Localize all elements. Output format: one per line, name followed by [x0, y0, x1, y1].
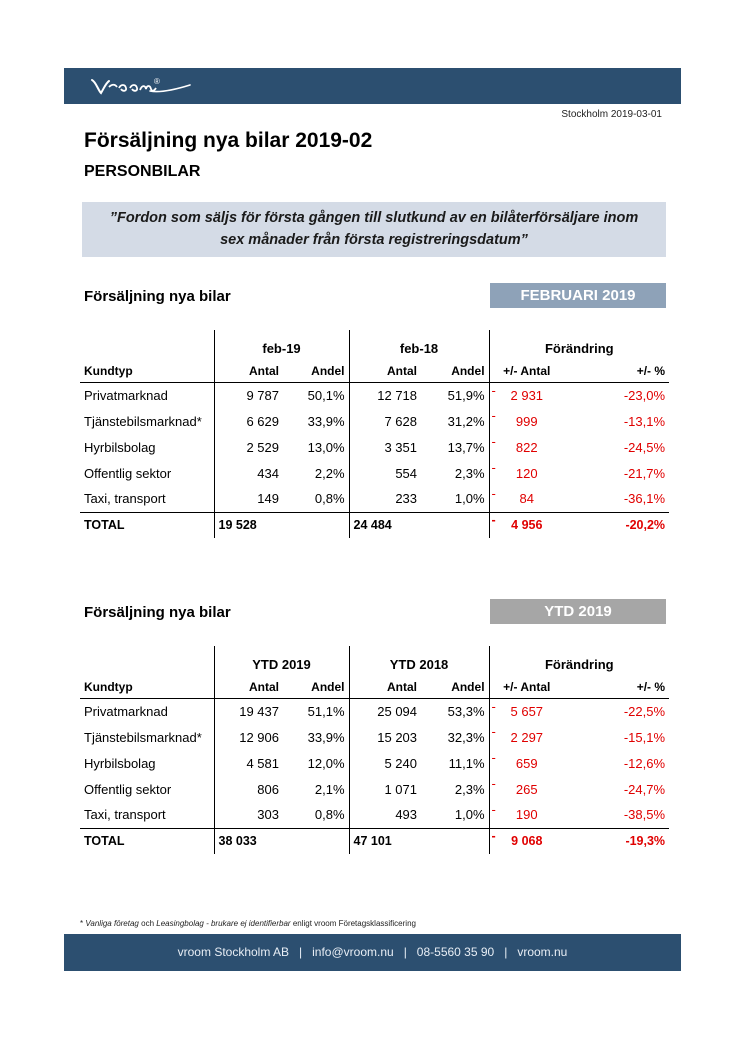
kundtyp-cell: Privatmarknad [84, 387, 168, 403]
andel-current-cell: 0,8% [314, 491, 345, 507]
column-header: Kundtyp [80, 360, 214, 382]
pct-cell: -13,1% [623, 413, 666, 429]
diff-cell: - 190 [489, 802, 564, 828]
diff-cell: - 999 [489, 408, 564, 434]
total-label: TOTAL [80, 512, 214, 538]
table-header-columns [80, 360, 669, 382]
total-label: TOTAL [80, 828, 214, 854]
footnote-mid: och [141, 919, 155, 928]
page-title: Försäljning nya bilar 2019-02 [84, 129, 373, 152]
antal-previous-cell: 5 240 [349, 750, 421, 776]
antal-current-cell: 149 [214, 486, 283, 512]
definition-quote [82, 202, 666, 257]
antal-current-cell: 4 581 [214, 750, 283, 776]
pct-cell: -36,1% [623, 491, 666, 507]
andel-current-cell: 51,1% [307, 703, 345, 719]
andel-current-cell: 2,2% [314, 465, 345, 481]
total-antal-current: 19 528 [214, 512, 283, 538]
total-row [80, 512, 669, 538]
footnote-italic-1: Vanliga företag [85, 919, 139, 928]
kundtyp-cell: Offentlig sektor [84, 465, 172, 481]
total-diff: - 4 956 [489, 512, 564, 538]
pct-cell: -21,7% [623, 465, 666, 481]
period-current-header: YTD 2019 [214, 646, 349, 676]
column-header: +/- Antal [489, 360, 564, 382]
page-subtitle: PERSONBILAR [84, 163, 201, 180]
antal-current-cell: 12 906 [214, 724, 283, 750]
andel-previous-cell: 2,3% [454, 781, 485, 797]
column-header: Antal [349, 360, 421, 382]
period-previous-header: feb-18 [349, 330, 489, 360]
dateline: Stockholm 2019-03-01 [561, 109, 662, 120]
total-antal-current: 38 033 [214, 828, 283, 854]
andel-previous-cell: 53,3% [447, 703, 485, 719]
diff-cell: - 2 297 [489, 724, 564, 750]
footnote-italic-2: Leasingbolag - brukare ej identifierbar [156, 919, 291, 928]
andel-current-cell: 33,9% [307, 729, 345, 745]
andel-current-cell: 13,0% [307, 439, 345, 455]
antal-previous-cell: 3 351 [349, 434, 421, 460]
table-row [80, 724, 669, 750]
diff-cell: - 659 [489, 750, 564, 776]
total-antal-previous: 47 101 [349, 828, 421, 854]
table-row [80, 382, 669, 408]
column-header: +/- Antal [489, 676, 564, 698]
kundtyp-cell: Taxi, transport [84, 807, 166, 823]
pct-cell: -22,5% [623, 703, 666, 719]
antal-current-cell: 434 [214, 460, 283, 486]
total-pct: -20,2% [564, 512, 669, 538]
table-header-periods [80, 330, 669, 360]
diff-cell: - 5 657 [489, 698, 564, 724]
sales-table-month [80, 330, 669, 538]
antal-current-cell: 2 529 [214, 434, 283, 460]
andel-previous-cell: 51,9% [447, 387, 485, 403]
period-previous-header: YTD 2018 [349, 646, 489, 676]
change-header: Förändring [489, 330, 669, 360]
footer-bar [64, 934, 681, 971]
antal-previous-cell: 15 203 [349, 724, 421, 750]
kundtyp-cell: Tjänstebilsmarknad* [84, 729, 202, 745]
andel-previous-cell: 32,3% [447, 729, 485, 745]
antal-current-cell: 19 437 [214, 698, 283, 724]
andel-previous-cell: 2,3% [454, 465, 485, 481]
section-title-month: Försäljning nya bilar [84, 288, 231, 305]
footnote-tail: enligt vroom Företagsklassificering [292, 919, 416, 928]
antal-previous-cell: 554 [349, 460, 421, 486]
andel-current-cell: 2,1% [314, 781, 345, 797]
header-bar [64, 68, 681, 104]
total-antal-previous: 24 484 [349, 512, 421, 538]
column-header: Antal [214, 360, 283, 382]
diff-cell: - 822 [489, 434, 564, 460]
pct-cell: -38,5% [623, 807, 666, 823]
table-row [80, 802, 669, 828]
andel-previous-cell: 13,7% [447, 439, 485, 455]
table-row [80, 408, 669, 434]
table-row [80, 434, 669, 460]
diff-cell: - 84 [489, 486, 564, 512]
kundtyp-cell: Hyrbilsbolag [84, 439, 156, 455]
andel-current-cell: 0,8% [314, 807, 345, 823]
andel-current-cell: 50,1% [307, 387, 345, 403]
antal-previous-cell: 1 071 [349, 776, 421, 802]
pct-cell: -12,6% [623, 755, 666, 771]
quote-line-1: ”Fordon som säljs för första gången till slutkund av en bilåterförsäljare inom [109, 210, 639, 226]
total-diff: - 9 068 [489, 828, 564, 854]
kundtyp-cell: Privatmarknad [84, 703, 168, 719]
table-row [80, 776, 669, 802]
total-pct: -19,3% [564, 828, 669, 854]
antal-current-cell: 303 [214, 802, 283, 828]
kundtyp-cell: Offentlig sektor [84, 781, 172, 797]
pct-cell: -24,5% [623, 439, 666, 455]
antal-current-cell: 806 [214, 776, 283, 802]
antal-previous-cell: 12 718 [349, 382, 421, 408]
period-current-header: feb-19 [214, 330, 349, 360]
footer-contact: vroom Stockholm AB | info@vroom.nu | 08-5560 35 90 | vroom.nu [177, 945, 568, 959]
pct-cell: -15,1% [623, 729, 666, 745]
quote-line-2: sex månader från första registreringsdatum” [220, 232, 528, 248]
section-title-ytd: Försäljning nya bilar [84, 604, 231, 621]
andel-current-cell: 12,0% [307, 755, 345, 771]
antal-previous-cell: 25 094 [349, 698, 421, 724]
total-row [80, 828, 669, 854]
footnote-marker: * [80, 919, 84, 928]
pct-cell: -24,7% [623, 781, 666, 797]
vroom-logo-icon [90, 76, 200, 98]
period-badge-month: FEBRUARI 2019 [490, 283, 666, 308]
column-header: Kundtyp [80, 676, 214, 698]
column-header: Andel [283, 360, 349, 382]
column-header: Andel [421, 676, 489, 698]
column-header: Antal [349, 676, 421, 698]
kundtyp-cell: Tjänstebilsmarknad* [84, 413, 202, 429]
column-header: Andel [283, 676, 349, 698]
antal-previous-cell: 233 [349, 486, 421, 512]
column-header: Andel [421, 360, 489, 382]
table-row [80, 486, 669, 512]
footnote [80, 919, 416, 928]
diff-cell: - 265 [489, 776, 564, 802]
period-badge-ytd: YTD 2019 [490, 599, 666, 624]
andel-previous-cell: 11,1% [448, 755, 485, 771]
andel-previous-cell: 1,0% [454, 807, 485, 823]
diff-cell: - 2 931 [489, 382, 564, 408]
sales-table-ytd [80, 646, 669, 854]
antal-previous-cell: 7 628 [349, 408, 421, 434]
antal-current-cell: 9 787 [214, 382, 283, 408]
pct-cell: -23,0% [623, 387, 666, 403]
column-header: Antal [214, 676, 283, 698]
column-header: +/- % [564, 676, 669, 698]
table-row [80, 750, 669, 776]
kundtyp-cell: Hyrbilsbolag [84, 755, 156, 771]
andel-previous-cell: 31,2% [447, 413, 485, 429]
kundtyp-cell: Taxi, transport [84, 491, 166, 507]
antal-previous-cell: 493 [349, 802, 421, 828]
column-header: +/- % [564, 360, 669, 382]
andel-current-cell: 33,9% [307, 413, 345, 429]
table-row [80, 460, 669, 486]
diff-cell: - 120 [489, 460, 564, 486]
table-header-periods [80, 646, 669, 676]
vroom-logo [90, 76, 200, 103]
table-row [80, 698, 669, 724]
svg-text:®: ® [154, 77, 160, 86]
antal-current-cell: 6 629 [214, 408, 283, 434]
change-header: Förändring [489, 646, 669, 676]
table-header-columns [80, 676, 669, 698]
andel-previous-cell: 1,0% [454, 491, 485, 507]
